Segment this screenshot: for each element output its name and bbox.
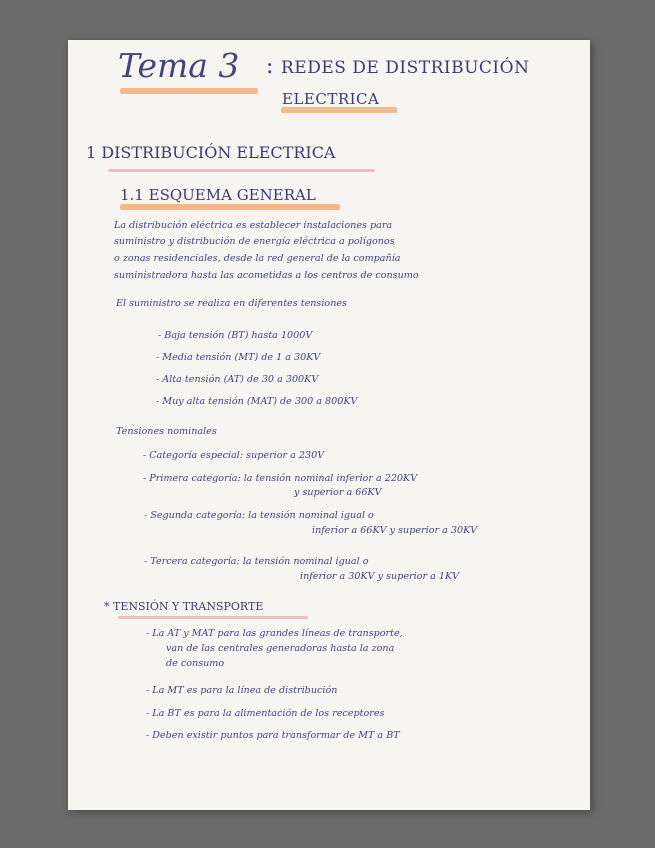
title-subject-line1: REDES DE DISTRIBUCIÓN [281,58,530,78]
voltage-item: - Alta tensión (AT) de 30 a 300KV [156,374,319,385]
transport-heading: * TENSIÓN Y TRANSPORTE [104,600,264,613]
transport-item: - La MT es para la línea de distribución [146,685,338,696]
intro-line: La distribución eléctrica es establecer instalaciones para [114,220,393,231]
voltage-item: - Muy alta tensión (MAT) de 300 a 800KV [156,396,358,407]
subsection-highlight [120,204,340,210]
nominal-heading: Tensiones nominales [116,426,217,437]
section-highlight [108,169,375,172]
transport-highlight [118,616,308,619]
category-item: - Tercera categoría: la tensión nominal igual o [144,556,369,567]
voltage-item: - Baja tensión (BT) hasta 1000V [158,330,313,341]
category-item-cont: y superior a 66KV [294,487,382,498]
supply-intro: El suministro se realiza en diferentes tensiones [116,298,347,309]
title-colon: : [266,54,274,79]
title-highlight [120,88,258,94]
category-item: - Categoría especial: superior a 230V [143,450,325,461]
voltage-item: - Media tensión (MT) de 1 a 30KV [156,352,321,363]
notebook-page [68,40,590,810]
transport-item: - La AT y MAT para las grandes líneas de transporte, [146,628,403,639]
transport-item-cont: de consumo [166,658,225,669]
transport-item: - La BT es para la alimentación de los receptores [146,708,385,719]
category-item: - Segunda categoría: la tensión nominal igual o [144,510,374,521]
title-subject-line2: ELECTRICA [282,90,380,108]
intro-line: suministro y distribución de energía eléctrica a polígonos [114,236,395,247]
subsection-heading: 1.1 ESQUEMA GENERAL [120,186,316,204]
intro-line: o zonas residenciales, desde la red general de la compañía [114,253,401,264]
category-item: - Primera categoría: la tensión nominal inferior a 220KV [143,473,418,484]
category-item-cont: inferior a 66KV y superior a 30KV [312,525,478,536]
page-title: Tema 3 [118,46,240,85]
section-heading: 1 DISTRIBUCIÓN ELECTRICA [86,143,336,162]
transport-item-cont: van de las centrales generadoras hasta la zona [166,643,395,654]
intro-line: suministradora hasta las acometidas a los centros de consumo [114,270,419,281]
transport-item: - Deben existir puntos para transformar de MT a BT [146,730,400,741]
category-item-cont: inferior a 30KV y superior a 1KV [300,571,460,582]
